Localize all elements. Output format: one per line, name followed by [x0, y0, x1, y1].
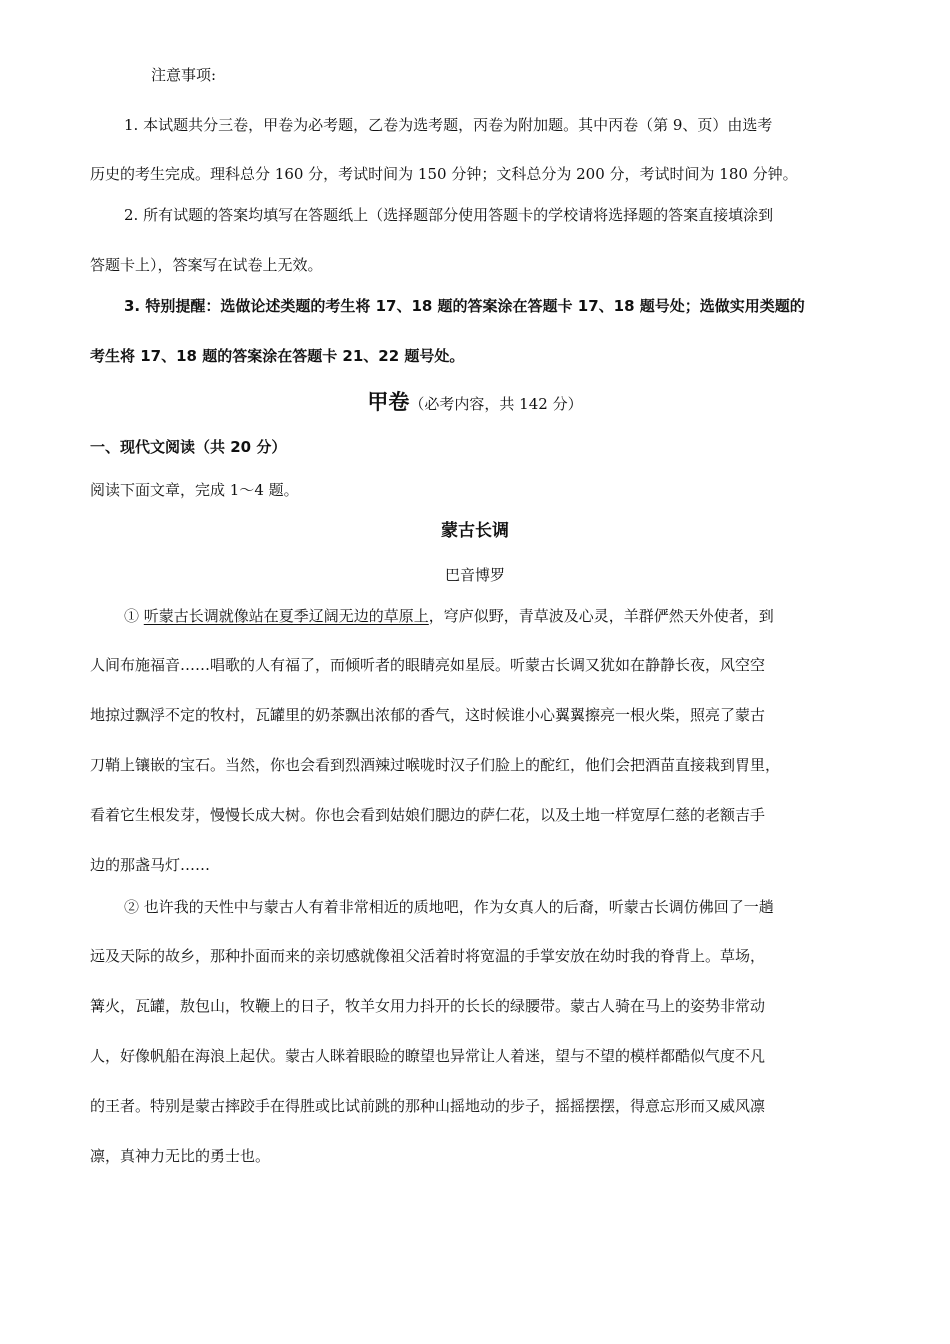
article-title: 蒙古长调	[441, 521, 509, 541]
section-subtitle: （必考内容，共 142 分）	[409, 395, 583, 413]
notice-item-2-line-1: 2. 所有试题的答案均填写在答题纸上（选择题部分使用答题卡的学校请将选择题的答案直接填涂到	[124, 206, 774, 224]
paragraph-1-line-4: 刀鞘上镶嵌的宝石。当然，你也会看到烈酒辣过喉咙时汉子们脸上的酡红，他们会把酒苗直接栽到胃里，	[90, 756, 781, 774]
paragraph-1-line-6: 边的那盏马灯……	[90, 856, 211, 874]
paragraph-1-underlined-sentence: 听蒙古长调就像站在夏季辽阔无边的草原上	[143, 607, 429, 625]
section-title: 甲卷	[367, 390, 410, 414]
section-heading	[0, 389, 950, 417]
paragraph-2-line-6: 凛，真神力无比的勇士也。	[90, 1147, 271, 1165]
paragraph-2-line-3: 篝火，瓦罐，敖包山，牧鞭上的日子，牧羊女用力抖开的长长的绿腰带。蒙古人骑在马上的姿势非常动	[90, 997, 766, 1015]
paragraph-1-line-1	[124, 606, 774, 626]
part-1-heading: 一、现代文阅读（共 20 分）	[90, 438, 287, 456]
paragraph-2-line-5: 的王者。特别是蒙古摔跤手在得胜或比试前跳的那种山摇地动的步子，摇摇摆摆，得意忘形而又威风凛	[90, 1097, 766, 1115]
notice-heading: 注意事项:	[151, 66, 217, 84]
paragraph-1-line-5: 看着它生根发芽，慢慢长成大树。你也会看到姑娘们腮边的萨仁花，以及土地一样宽厚仁慈的老额吉手	[90, 806, 766, 824]
paragraph-1-line-2: 人间布施福音……唱歌的人有福了，而倾听者的眼睛亮如星辰。听蒙古长调又犹如在静静长夜，风空空	[90, 656, 766, 674]
paragraph-2-line-4: 人，好像帆船在海浪上起伏。蒙古人眯着眼睑的瞭望也异常让人着迷，望与不望的模样都酷似气度不凡	[90, 1047, 766, 1065]
article-author: 巴音博罗	[444, 566, 505, 584]
notice-item-2-line-2: 答题卡上），答案写在试卷上无效。	[90, 256, 323, 274]
notice-item-3-line-2: 考生将 17、18 题的答案涂在答题卡 21、22 题号处。	[90, 347, 465, 365]
paragraph-2-line-2: 远及天际的故乡，那种扑面而来的亲切感就像祖父活着时将宽温的手掌安放在幼时我的脊背上。草场，	[90, 947, 766, 965]
notice-item-1-line-2: 历史的考生完成。理科总分 160 分，考试时间为 150 分钟；文科总分为 200 分，考试时间为 180 分钟。	[90, 165, 798, 183]
paragraph-1-line-1-rest: ，穹庐似野，青草波及心灵，羊群俨然天外使者，到	[428, 607, 774, 625]
notice-item-3-line-1: 3. 特别提醒：选做论述类题的考生将 17、18 题的答案涂在答题卡 17、18 题号处；选做实用类题的	[124, 297, 805, 315]
paragraph-2-line-1: ② 也许我的天性中与蒙古人有着非常相近的质地吧，作为女真人的后裔，听蒙古长调仿佛回了一趟	[124, 898, 774, 916]
paragraph-1-marker: ①	[124, 607, 144, 625]
part-1-instruction: 阅读下面文章，完成 1～4 题。	[90, 481, 299, 499]
notice-item-1-line-1: 1. 本试题共分三卷，甲卷为必考题，乙卷为选考题，丙卷为附加题。其中丙卷（第 9、页）由选考	[124, 116, 773, 134]
paragraph-1-line-3: 地掠过飘浮不定的牧村，瓦罐里的奶茶飘出浓郁的香气，这时候谁小心翼翼擦亮一根火柴，照亮了蒙古	[90, 706, 766, 724]
